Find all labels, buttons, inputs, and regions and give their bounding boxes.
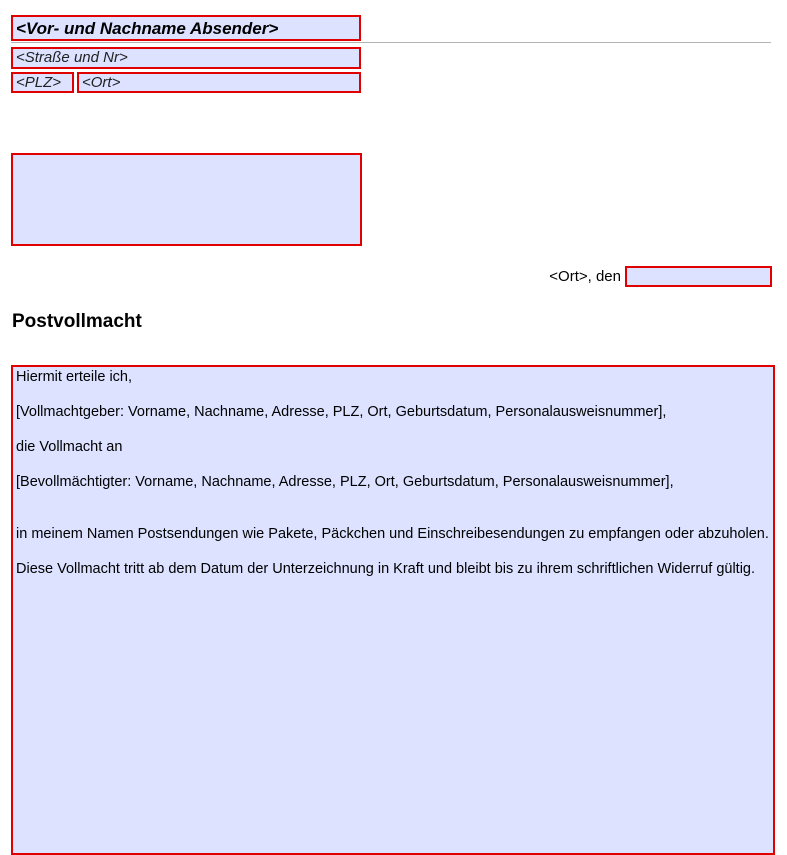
place-date-label: <Ort>, den bbox=[549, 268, 621, 285]
paragraph-authorized-person: [Bevollmächtigter: Vorname, Nachname, Adresse, PLZ, Ort, Geburtsdatum, Personalausweisnummer], bbox=[16, 474, 674, 490]
sender-street-field[interactable]: <Straße und Nr> bbox=[11, 47, 361, 69]
recipient-address-field[interactable] bbox=[11, 153, 362, 246]
sender-postcode-field[interactable]: <PLZ> bbox=[11, 72, 74, 93]
paragraph-intro: Hiermit erteile ich, bbox=[16, 369, 133, 385]
paragraph-grant-to: die Vollmacht an bbox=[16, 439, 123, 455]
sender-city-field[interactable]: <Ort> bbox=[77, 72, 361, 93]
date-field[interactable] bbox=[625, 266, 772, 287]
document-title: Postvollmacht bbox=[12, 311, 142, 332]
paragraph-grantor: [Vollmachtgeber: Vorname, Nachname, Adresse, PLZ, Ort, Geburtsdatum, Personalausweisnummer], bbox=[16, 404, 667, 420]
paragraph-scope: in meinem Namen Postsendungen wie Pakete, Päckchen und Einschreibesendungen zu empfangen oder abzuholen. bbox=[16, 526, 769, 542]
sender-name-field[interactable]: <Vor- und Nachname Absender> bbox=[11, 15, 361, 41]
paragraph-validity: Diese Vollmacht tritt ab dem Datum der Unterzeichnung in Kraft und bleibt bis zu ihrem schriftlichen Widerruf gültig. bbox=[16, 561, 756, 577]
header-divider bbox=[11, 42, 771, 43]
authorization-text-field[interactable] bbox=[11, 365, 775, 855]
